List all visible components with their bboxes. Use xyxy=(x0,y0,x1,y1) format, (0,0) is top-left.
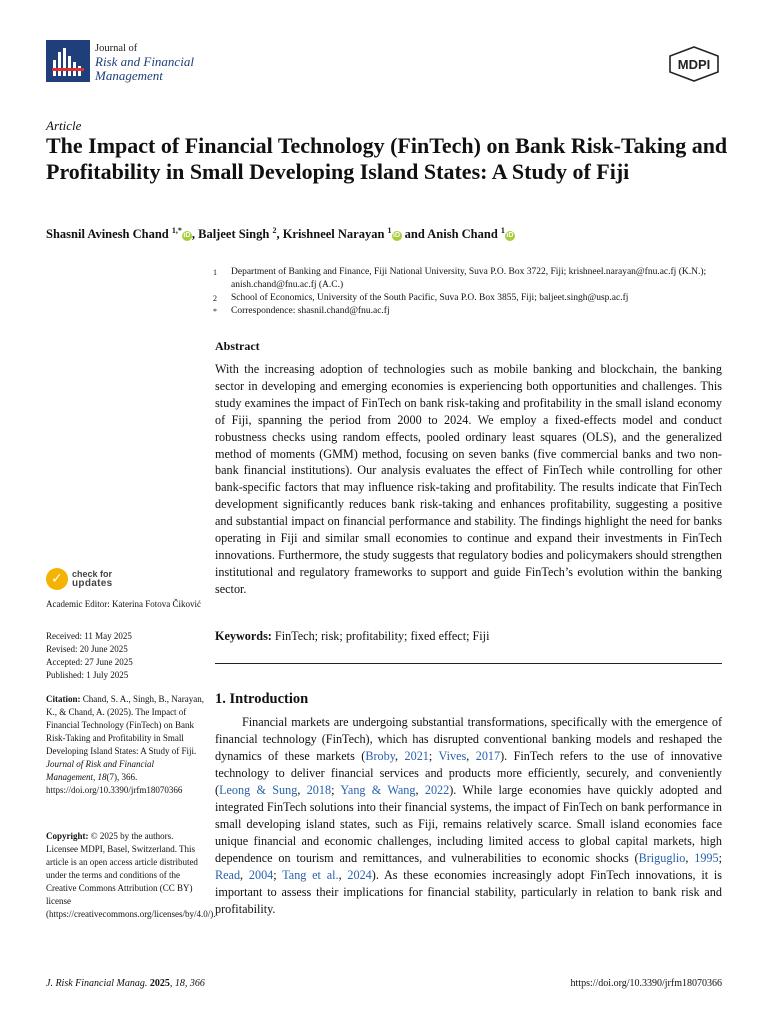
date-received: Received: 11 May 2025 xyxy=(46,631,132,641)
journal-logo-bars-icon xyxy=(52,46,84,76)
mdpi-logo-text: MDPI xyxy=(677,57,711,72)
citation-link[interactable]: 1995 xyxy=(694,851,719,865)
citation-link[interactable]: 2018 xyxy=(306,783,332,797)
author-affil-sup: 1 xyxy=(387,226,392,235)
author-affil-sup: 2 xyxy=(272,226,277,235)
intro-text: , xyxy=(415,783,425,797)
author-name: Krishneel Narayan xyxy=(282,227,385,242)
citation-link[interactable]: 2022 xyxy=(424,783,450,797)
citation-link[interactable]: Briguglio xyxy=(638,851,686,865)
author-and: and xyxy=(401,227,428,242)
keywords xyxy=(215,629,722,644)
author-separator: , xyxy=(276,227,283,242)
copyright-label: Copyright: xyxy=(46,831,89,841)
journal-logo xyxy=(46,40,90,82)
article-type: Article xyxy=(46,118,82,133)
check-updates-line2: updates xyxy=(72,578,113,589)
citation-issue[interactable]: (7), 366. https://doi.org/10.3390/jrfm18070366 xyxy=(46,772,183,795)
copyright-block xyxy=(46,830,216,921)
author-affil-sup: 1 xyxy=(500,226,505,235)
intro-text: ; xyxy=(428,749,439,763)
intro-text: ). As these economies increasingly adopt FinTech innovations, it is important to assess their implications for financial stability, particularly in relation to bank risk and profitability. xyxy=(215,868,723,916)
intro-text: ; xyxy=(718,851,722,865)
affiliation-text: School of Economics, University of the South Pacific, Suva P.O. Box 3855, Fiji; baljeet.singh@usp.ac.fj xyxy=(231,293,629,303)
citation-link[interactable]: 2024 xyxy=(347,868,372,882)
intro-text: Financial markets are undergoing substantial transformations, specifically with the emergence of financial technology (FinTech), which has disrupted conventional banking models and reshaped the dynamics of these markets ( xyxy=(215,715,722,763)
keywords-label: Keywords: xyxy=(215,629,272,643)
intro-text: , xyxy=(395,749,405,763)
check-updates-label xyxy=(72,569,112,589)
citation-block xyxy=(46,693,204,797)
section-divider xyxy=(215,663,722,664)
introduction-paragraph xyxy=(215,714,722,918)
author-name: Anish Chand xyxy=(427,227,498,242)
citation-link[interactable]: 2004 xyxy=(248,868,274,882)
copyright-text: © 2025 by the authors. Licensee MDPI, Basel, Switzerland. This article is an open access article distributed under the terms and conditions of the Creative Commons Attribution (CC BY) license (https://creativecommons.org/licenses/by/4.0/). xyxy=(46,831,216,919)
citation-link[interactable]: Leong & Sung xyxy=(219,783,298,797)
citation-link[interactable]: 2017 xyxy=(475,749,501,763)
citation-journal: Journal of Risk and Financial Management, 18 xyxy=(46,759,154,782)
author-affil-sup: 1,* xyxy=(171,226,182,235)
intro-text: ). While large economies have quickly adopted and integrated FinTech solutions into their financial systems, the impact of FinTech on bank performance in small developing island states, such as Fiji, remains relatively scarce. Small island economies face unique financial and economic challenges, including limited access to global capital markets, high dependence on tourism and remittances, and vulnerabilities to economic shocks ( xyxy=(215,783,723,865)
check-for-updates-button[interactable] xyxy=(46,568,136,592)
footer-volume-page: , 18, 366 xyxy=(169,978,205,989)
section-heading: 1. Introduction xyxy=(215,691,309,707)
affiliation-item xyxy=(213,266,733,292)
orcid-icon[interactable]: iD xyxy=(506,232,514,240)
affiliation-text: Correspondence: shasnil.chand@fnu.ac.fj xyxy=(231,306,390,316)
journal-name-line3: Management xyxy=(95,68,163,83)
orcid-icon[interactable]: iD xyxy=(183,232,191,240)
affiliation-text: Department of Banking and Finance, Fiji National University, Suva P.O. Box 3722, Fiji; krishneel.narayan@fnu.ac.fj (K.N.); anish.chand@fnu.ac.fj (A.C.) xyxy=(231,267,707,290)
affiliation-item xyxy=(213,292,733,305)
publication-dates xyxy=(46,630,206,682)
citation-link[interactable]: Read xyxy=(215,868,241,882)
affiliation-mark: 1 xyxy=(213,268,217,277)
academic-editor: Academic Editor: Katerina Fotova Čiković xyxy=(46,599,201,609)
date-revised: Revised: 20 June 2025 xyxy=(46,644,128,654)
check-updates-line1: check for xyxy=(72,569,113,579)
footer-year: 2025 xyxy=(149,978,170,989)
footer-journal: J. Risk Financial Manag. xyxy=(46,978,148,989)
intro-text: , xyxy=(466,749,476,763)
author-name: Baljeet Singh xyxy=(198,227,270,242)
journal-name-line2: Risk and Financial xyxy=(95,54,194,69)
intro-text: ; xyxy=(331,783,341,797)
intro-text: , xyxy=(338,868,348,882)
date-accepted: Accepted: 27 June 2025 xyxy=(46,657,133,667)
journal-name xyxy=(95,42,194,83)
mdpi-logo-icon xyxy=(667,46,721,82)
affiliations xyxy=(213,266,733,318)
journal-name-line1: Journal of xyxy=(95,43,138,54)
abstract-heading: Abstract xyxy=(215,339,260,353)
abstract-text: With the increasing adoption of technologies such as mobile banking and blockchain, the banking sector in developing and emerging economies is experiencing both opportunities and challenges. This study examines the impact of FinTech on bank risk-taking and profitability in the small island economy of Fiji, spanning the period from 2000 to 2024. We employ a fixed-effects model and conduct robustness checks using random effects, pooled ordinary least squares (OLS), and the generalized method of moments (GMM) method, focusing on seven banks (five commercial banks and two non-bank financial institutions). Our analysis evaluates the effect of FinTech while controlling for other bank-specific factors that may influence risk-taking and profitability. The results indicate that FinTech development significantly reduces bank risk-taking and enhances profitability, suggesting a positive and substantial impact on financial performance and stability. The findings highlight the need for banks operating in Fiji and similar small economies to continue and expand their investments in FinTech innovations. Furthermore, the study suggests that regulatory bodies and policymakers should strengthen institutional and regulatory frameworks to support and guide FinTech’s evolution within the banking sector. xyxy=(215,362,722,596)
footer-citation xyxy=(46,978,205,989)
intro-text: , xyxy=(297,783,307,797)
footer-doi-link[interactable]: https://doi.org/10.3390/jrfm18070366 xyxy=(570,978,722,989)
date-published: Published: 1 July 2025 xyxy=(46,670,129,680)
author-list xyxy=(46,226,515,242)
affiliation-mark: 2 xyxy=(213,294,217,303)
citation-link[interactable]: Broby xyxy=(365,749,396,763)
author-separator: , xyxy=(191,227,199,242)
affiliation-item xyxy=(213,305,733,318)
author-name: Shasnil Avinesh Chand xyxy=(46,227,169,242)
intro-text: , xyxy=(240,868,249,882)
affiliation-mark: * xyxy=(213,307,217,316)
intro-text: ; xyxy=(273,868,283,882)
keywords-text: FinTech; risk; profitability; fixed effect; Fiji xyxy=(274,629,490,643)
citation-text: Chand, S. A., Singh, B., Narayan, K., & Chand, A. (2025). The Impact of Financial Technology (FinTech) on Bank Risk-Taking and Profitability in Small Developing Island States: A Study of Fiji. xyxy=(46,694,204,756)
citation-link[interactable]: Vives xyxy=(438,749,467,763)
citation-link[interactable]: Yang & Wang xyxy=(340,783,416,797)
paper-title: The Impact of Financial Technology (FinTech) on Bank Risk-Taking and Profitability in Small Developing Island States: A Study of Fiji xyxy=(46,133,728,184)
citation-link[interactable]: 2021 xyxy=(404,749,429,763)
intro-text: ). FinTech refers to the use of innovative technology to deliver financial services and products more efficiently, securely, and conveniently ( xyxy=(215,749,723,797)
orcid-icon[interactable]: iD xyxy=(393,232,401,240)
citation-link[interactable]: Tang et al. xyxy=(282,868,339,882)
citation-label: Citation: xyxy=(46,694,81,704)
check-updates-icon: ✓ xyxy=(46,568,68,590)
intro-text: , xyxy=(685,851,695,865)
